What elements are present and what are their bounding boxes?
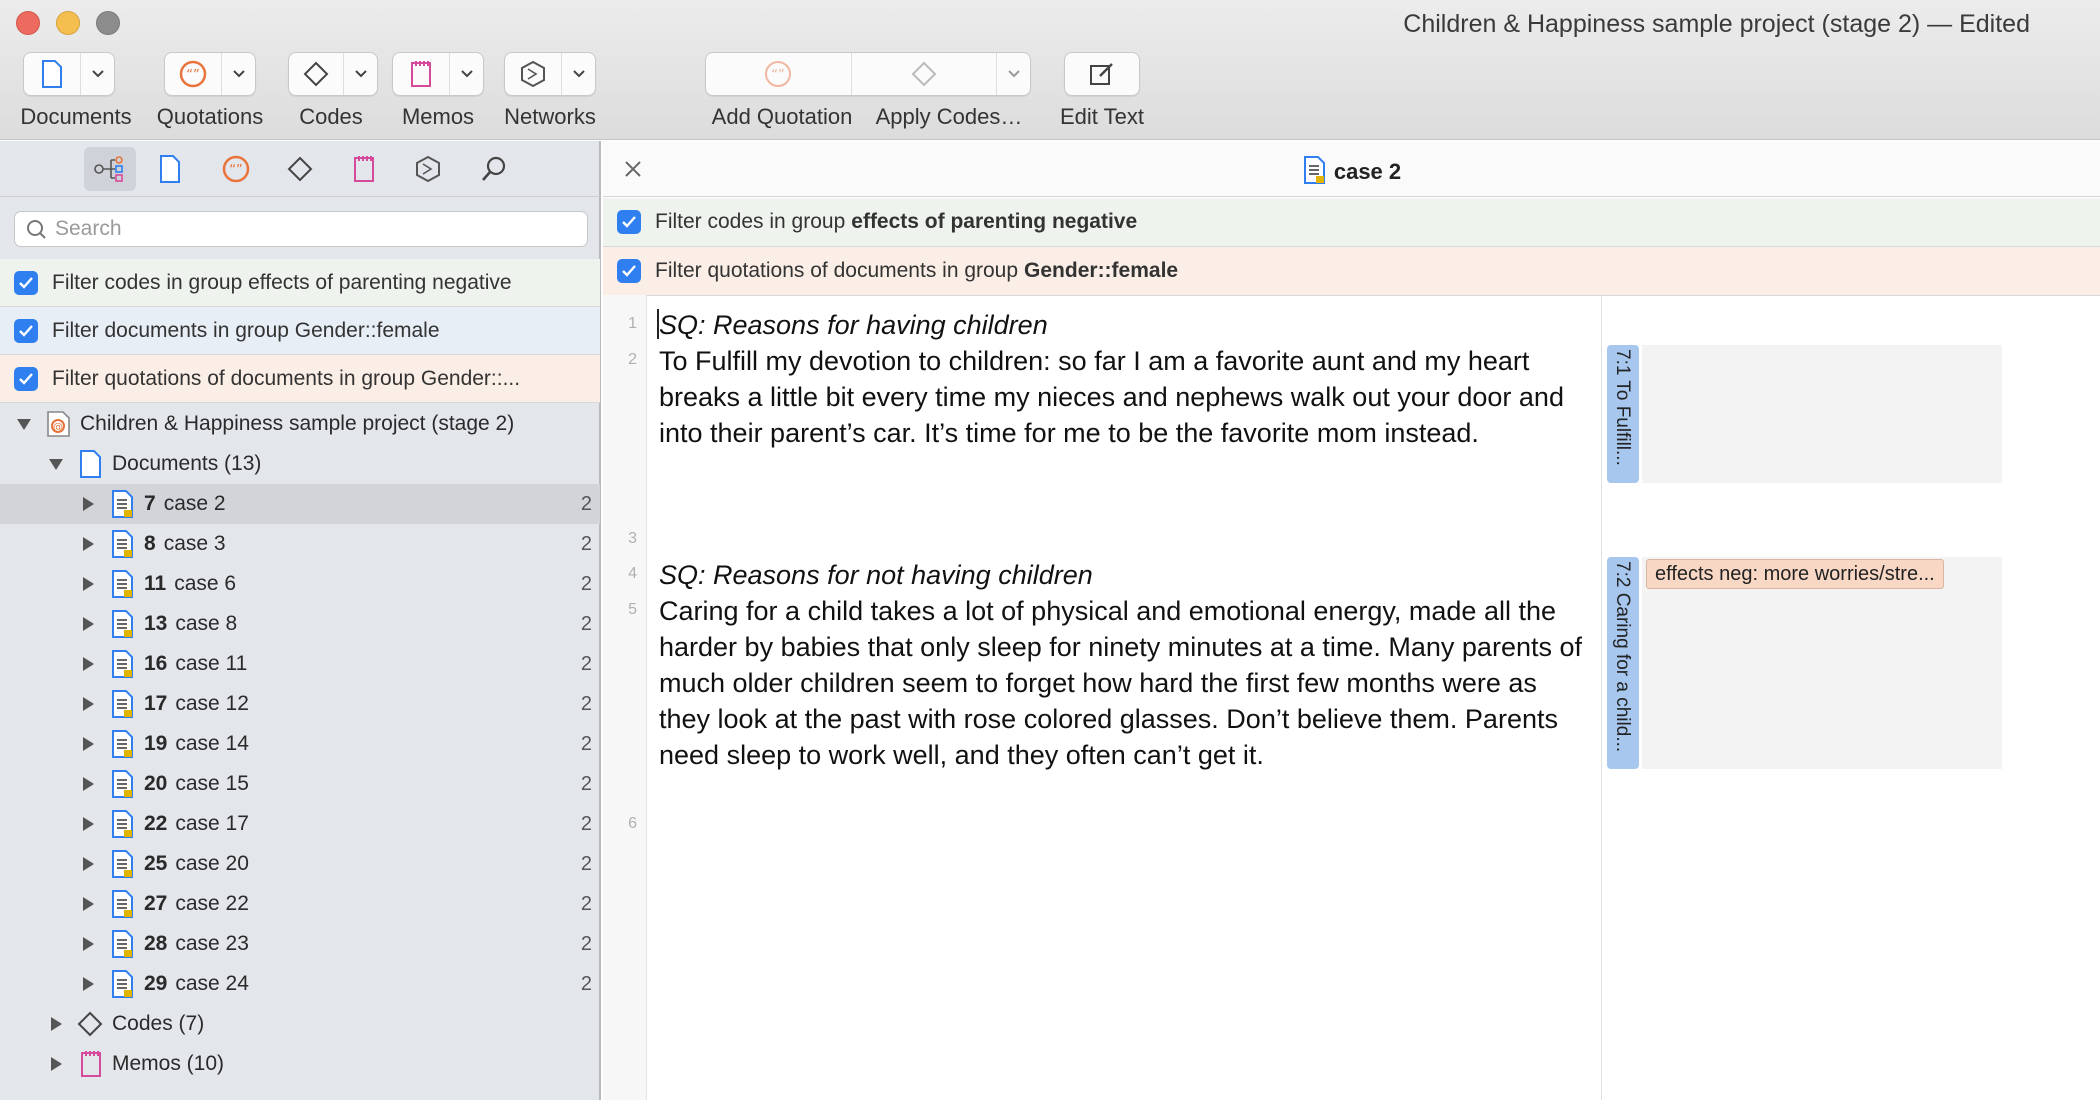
tree-document-item[interactable] — [0, 644, 600, 684]
tab-project-explorer[interactable] — [84, 147, 136, 191]
document-name: case 20 — [175, 852, 249, 875]
quotation-count: 2 — [580, 612, 592, 635]
tab-codes[interactable] — [274, 147, 326, 191]
document-number: 22 — [144, 812, 168, 835]
tree-memos-group[interactable] — [0, 1044, 600, 1084]
quotation-count: 2 — [580, 812, 592, 835]
tree-document-item[interactable] — [0, 764, 600, 804]
project-icon — [44, 409, 74, 439]
checkbox-checked[interactable] — [14, 271, 38, 295]
svg-text:@: @ — [53, 422, 63, 433]
tree-project-root[interactable] — [0, 404, 600, 444]
disclosure-collapsed-icon[interactable] — [78, 854, 98, 874]
toolbar-quotations[interactable] — [164, 52, 256, 96]
text-document-icon — [110, 849, 136, 879]
document-number: 13 — [144, 612, 168, 635]
document-name: case 12 — [175, 692, 249, 715]
document-number: 7 — [144, 492, 156, 515]
tree-document-item[interactable] — [0, 484, 600, 524]
line-number: 3 — [628, 530, 637, 547]
text-document-icon — [110, 889, 136, 919]
toolbar-memos[interactable] — [392, 52, 484, 96]
tree-document-item[interactable] — [0, 804, 600, 844]
document-number: 20 — [144, 772, 168, 795]
chevron-down-icon[interactable] — [343, 53, 377, 95]
document-number: 17 — [144, 692, 168, 715]
tree-document-item[interactable] — [0, 964, 600, 1004]
document-number: 28 — [144, 932, 168, 955]
codes-label: Codes — [299, 104, 363, 129]
documents-button[interactable] — [23, 52, 115, 96]
filter-documents-group[interactable] — [0, 307, 600, 355]
document-name: case 11 — [175, 652, 248, 675]
quotation-count: 2 — [580, 972, 592, 995]
filter-quotations-group[interactable] — [0, 355, 600, 403]
line-number: 1 — [628, 315, 637, 332]
network-icon — [413, 154, 443, 184]
tree-codes-group[interactable] — [0, 1004, 600, 1044]
chevron-down-icon[interactable] — [449, 53, 483, 95]
disclosure-collapsed-icon[interactable] — [78, 534, 98, 554]
filter-prefix: Filter codes in group — [655, 210, 846, 233]
text-document-icon — [110, 769, 136, 799]
paragraph: To Fulfill my devotion to children: so far I am a favorite aunt and my heart breaks a little bit every time my nieces and nephews walk out your door and into their parent’s car. It’s time for me to be the favorite mom instead. — [659, 346, 1564, 448]
text-document-icon — [110, 969, 136, 999]
memo-icon — [393, 53, 449, 95]
tree-documents-group[interactable] — [0, 444, 600, 484]
line-number: 2 — [628, 351, 637, 368]
disclosure-collapsed-icon[interactable] — [78, 974, 98, 994]
document-name: case 22 — [175, 892, 249, 915]
search-icon — [15, 217, 55, 241]
title-bar — [0, 0, 2100, 140]
edit-text-button[interactable] — [1064, 52, 1140, 96]
documents-group-label: Documents (13) — [112, 452, 262, 475]
document-title — [603, 155, 2100, 185]
quotation-bar[interactable] — [1607, 345, 1639, 483]
paragraph-heading: SQ: Reasons for not having children — [659, 560, 1093, 590]
checkbox-checked[interactable] — [617, 259, 641, 283]
document-number: 25 — [144, 852, 168, 875]
memo-icon — [78, 1049, 104, 1079]
disclosure-collapsed-icon[interactable] — [46, 1054, 66, 1074]
checkbox-checked[interactable] — [14, 367, 38, 391]
add-quotation-label: Add Quotation — [711, 104, 853, 129]
document-header — [603, 141, 2100, 197]
apply-codes-button[interactable] — [852, 53, 997, 95]
project-tree-icon — [92, 154, 128, 184]
margin-area — [1601, 295, 2100, 1100]
document-viewer — [603, 141, 2100, 1100]
toolbar-documents[interactable] — [23, 52, 115, 96]
document-icon — [24, 53, 80, 95]
quotation-count: 2 — [580, 932, 592, 955]
quotation-count: 2 — [580, 772, 592, 795]
paragraph: Caring for a child takes a lot of physical and emotional energy, made all the harder by babies that only sleep for ninety minutes at a time. Many parents of much older children seem to forget how hard the first few months were as they look at the past with rose colored glasses. Don’t believe them. Parents need sleep to work well, and they often can’t get it. — [659, 596, 1582, 770]
toolbar-networks[interactable] — [504, 52, 596, 96]
svg-text:“”: “” — [229, 163, 243, 178]
filter-label: Filter documents in group Gender::female — [52, 318, 440, 342]
disclosure-expanded-icon[interactable] — [14, 414, 34, 434]
disclosure-collapsed-icon[interactable] — [78, 614, 98, 634]
coding-segmented-control — [705, 52, 1031, 96]
memos-group-label: Memos (10) — [112, 1052, 225, 1075]
codes-group-label: Codes (7) — [112, 1012, 205, 1035]
tree-document-item[interactable] — [0, 684, 600, 724]
filter-label: Filter codes in group effects of parenting negative — [52, 270, 512, 294]
memos-button[interactable] — [392, 52, 484, 96]
disclosure-collapsed-icon[interactable] — [78, 734, 98, 754]
code-diamond-icon — [289, 53, 343, 95]
text-document-icon — [110, 649, 136, 679]
svg-text:“”: “” — [771, 68, 785, 83]
document-name: case 24 — [175, 972, 249, 995]
quotation-count: 2 — [580, 892, 592, 915]
quotation-label: 7:2 Caring for a child... — [1612, 561, 1633, 753]
window-minimize-button[interactable] — [56, 11, 80, 35]
tree-document-item[interactable] — [0, 724, 600, 764]
disclosure-collapsed-icon[interactable] — [78, 774, 98, 794]
svg-text:“”: “” — [186, 68, 200, 83]
disclosure-collapsed-icon[interactable] — [78, 934, 98, 954]
disclosure-collapsed-icon[interactable] — [78, 814, 98, 834]
window-title: Children & Happiness sample project (stage 2) — Edited — [1403, 10, 2030, 38]
toolbar-edit-text[interactable] — [1064, 52, 1140, 96]
code-diamond-icon — [76, 1010, 104, 1038]
networks-button[interactable] — [504, 52, 596, 96]
search-input[interactable] — [55, 217, 575, 241]
filter-group-name: Gender::female — [1024, 259, 1179, 282]
tab-memos[interactable] — [338, 147, 390, 191]
document-name: case 23 — [175, 932, 249, 955]
document-name: case 14 — [175, 732, 249, 755]
disclosure-collapsed-icon[interactable] — [78, 494, 98, 514]
document-number: 19 — [144, 732, 168, 755]
document-number: 27 — [144, 892, 168, 915]
disclosure-collapsed-icon[interactable] — [46, 1014, 66, 1034]
apply-codes-label: Apply Codes… — [875, 104, 1023, 129]
add-quotation-button[interactable] — [706, 53, 852, 95]
chevron-down-icon[interactable] — [996, 53, 1030, 95]
filter-label: Filter quotations of documents in group Gender::... — [52, 366, 521, 390]
tree-document-item[interactable] — [0, 844, 600, 884]
document-title-text: case 2 — [1333, 159, 1402, 184]
tab-documents[interactable] — [144, 147, 196, 191]
document-name: case 8 — [175, 612, 238, 635]
document-name: case 2 — [163, 492, 226, 515]
text-document-icon — [1302, 155, 1328, 185]
quotation-count: 2 — [580, 532, 592, 555]
tree-document-item[interactable] — [0, 924, 600, 964]
code-tag[interactable]: effects neg: more worries/stre... — [1646, 559, 1944, 589]
text-document-icon — [110, 929, 136, 959]
tab-quotations[interactable] — [210, 147, 262, 191]
disclosure-collapsed-icon[interactable] — [78, 694, 98, 714]
quotation-count: 2 — [580, 572, 592, 595]
text-document-icon — [110, 529, 136, 559]
quotation-area — [1642, 345, 2002, 483]
quotations-button[interactable] — [164, 52, 256, 96]
document-text[interactable] — [659, 295, 1599, 1100]
document-number: 8 — [144, 532, 156, 555]
quotation-count: 2 — [580, 732, 592, 755]
disclosure-collapsed-icon[interactable] — [78, 894, 98, 914]
codes-button[interactable] — [288, 52, 378, 96]
tree-document-item[interactable] — [0, 884, 600, 924]
window-zoom-button[interactable] — [96, 11, 120, 35]
quotation-count: 2 — [580, 692, 592, 715]
documents-label: Documents — [20, 104, 132, 129]
text-document-icon — [110, 569, 136, 599]
text-document-icon — [110, 729, 136, 759]
document-number: 16 — [144, 652, 168, 675]
tree-document-item[interactable] — [0, 524, 600, 564]
line-number: 6 — [628, 815, 637, 832]
search-field[interactable] — [14, 211, 588, 247]
disclosure-expanded-icon[interactable] — [46, 454, 66, 474]
edit-text-label: Edit Text — [1060, 104, 1144, 129]
main-filter-quotations[interactable] — [603, 247, 2100, 296]
document-number: 11 — [144, 572, 167, 595]
document-icon — [78, 449, 104, 479]
quotation-icon — [221, 154, 251, 184]
window-close-button[interactable] — [16, 11, 40, 35]
memo-icon — [352, 154, 376, 184]
text-document-icon — [110, 689, 136, 719]
tree-document-item[interactable] — [0, 564, 600, 604]
disclosure-collapsed-icon[interactable] — [78, 654, 98, 674]
quotation-bar[interactable] — [1607, 557, 1639, 769]
line-number: 4 — [628, 565, 637, 582]
network-icon — [505, 53, 561, 95]
document-name: case 3 — [163, 532, 226, 555]
memos-label: Memos — [401, 104, 475, 129]
code-diamond-icon — [286, 155, 314, 183]
text-document-icon — [110, 609, 136, 639]
filter-group-name: effects of parenting negative — [851, 210, 1138, 233]
line-number: 5 — [628, 601, 637, 618]
document-number: 29 — [144, 972, 168, 995]
tab-networks[interactable] — [402, 147, 454, 191]
checkbox-checked[interactable] — [14, 319, 38, 343]
document-name: case 17 — [175, 812, 249, 835]
quotation-count: 2 — [580, 852, 592, 875]
text-document-icon — [110, 809, 136, 839]
quotation-label: 7:1 To Fulfill... — [1612, 349, 1633, 466]
disclosure-collapsed-icon[interactable] — [78, 574, 98, 594]
tab-search[interactable] — [468, 147, 520, 191]
filter-codes-group[interactable] — [0, 259, 600, 307]
main-filter-codes[interactable] — [603, 198, 2100, 247]
tree-document-item[interactable] — [0, 604, 600, 644]
line-number-gutter — [603, 295, 647, 1100]
magnifier-icon — [479, 154, 509, 184]
chevron-down-icon[interactable] — [561, 53, 595, 95]
document-name: case 6 — [174, 572, 237, 595]
quotation-icon — [165, 53, 221, 95]
paragraph-heading: SQ: Reasons for having children — [659, 310, 1048, 340]
project-label: Children & Happiness sample project (stage 2) — [80, 412, 515, 435]
networks-label: Networks — [504, 104, 596, 129]
text-document-icon — [110, 489, 136, 519]
chevron-down-icon[interactable] — [221, 53, 255, 95]
quotations-label: Quotations — [156, 104, 264, 129]
quotation-count: 2 — [580, 492, 592, 515]
chevron-down-icon[interactable] — [80, 53, 114, 95]
project-explorer-sidebar — [0, 141, 601, 1100]
toolbar-codes[interactable] — [288, 52, 378, 96]
quotation-count: 2 — [580, 652, 592, 675]
filter-prefix: Filter quotations of documents in group — [655, 259, 1019, 282]
document-name: case 15 — [175, 772, 249, 795]
checkbox-checked[interactable] — [617, 210, 641, 234]
toolbar-coding-group — [705, 52, 1031, 96]
document-icon — [159, 155, 181, 183]
edit-pencil-icon — [1065, 53, 1139, 95]
sidebar-tabs — [0, 141, 600, 197]
